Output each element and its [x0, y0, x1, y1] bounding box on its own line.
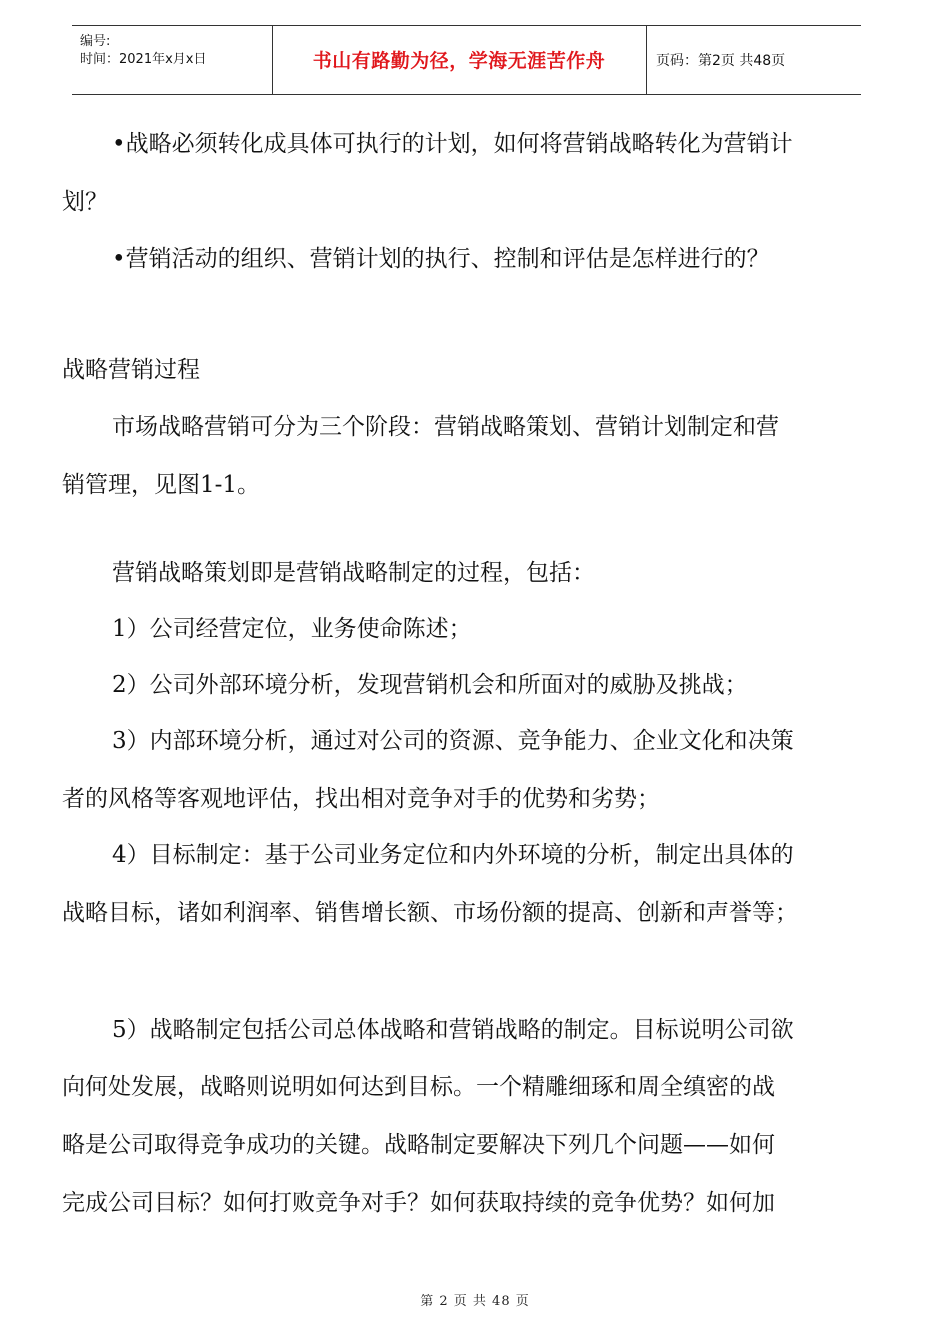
list-item-continuation: 向何处发展，战略则说明如何达到目标。一个精雕细琢和周全缜密的战	[62, 1074, 775, 1100]
header-page-info: 页码：第2页 共48页	[656, 53, 786, 69]
paragraph-line: •战略必须转化成具体可执行的计划，如何将营销战略转化为营销计	[112, 131, 793, 157]
paragraph-line: 市场战略营销可分为三个阶段：营销战略策划、营销计划制定和营	[112, 414, 779, 440]
header-motto: 书山有路勤为径，学海无涯苦作舟	[312, 50, 606, 72]
list-item-continuation: 者的风格等客观地评估，找出相对竞争对手的优势和劣势；	[62, 786, 660, 812]
list-item: 1）公司经营定位，业务使命陈述；	[112, 616, 472, 642]
section-heading: 战略营销过程	[62, 357, 200, 383]
header-page-cell	[646, 26, 861, 94]
paragraph-line: 销管理，见图1-1。	[62, 472, 261, 498]
document-number-label: 编号:	[80, 34, 111, 49]
list-item: 5）战略制定包括公司总体战略和营销战略的制定。目标说明公司欲	[112, 1017, 794, 1043]
header-meta-cell	[72, 26, 273, 94]
paragraph-line: •营销活动的组织、营销计划的执行、控制和评估是怎样进行的？	[112, 246, 770, 272]
list-item: 2）公司外部环境分析，发现营销机会和所面对的威胁及挑战；	[112, 672, 748, 698]
list-item: 4）目标制定：基于公司业务定位和内外环境的分析，制定出具体的	[112, 842, 794, 868]
list-item: 3）内部环境分析，通过对公司的资源、竞争能力、企业文化和决策	[112, 728, 794, 754]
list-item-continuation: 略是公司取得竞争成功的关键。战略制定要解决下列几个问题——如何	[62, 1132, 775, 1158]
page-header	[72, 25, 861, 95]
paragraph-line: 营销战略策划即是营销战略制定的过程，包括：	[112, 560, 595, 586]
page-footer: 第 2 页 共 48 页	[420, 1294, 530, 1309]
list-item-continuation: 完成公司目标？如何打败竞争对手？如何获取持续的竞争优势？如何加	[62, 1190, 775, 1216]
paragraph-line: 划？	[62, 189, 108, 215]
header-motto-cell	[272, 26, 647, 94]
document-time-label: 时间：2021年x月x日	[80, 52, 207, 67]
list-item-continuation: 战略目标，诸如利润率、销售增长额、市场份额的提高、创新和声誉等；	[62, 900, 798, 926]
